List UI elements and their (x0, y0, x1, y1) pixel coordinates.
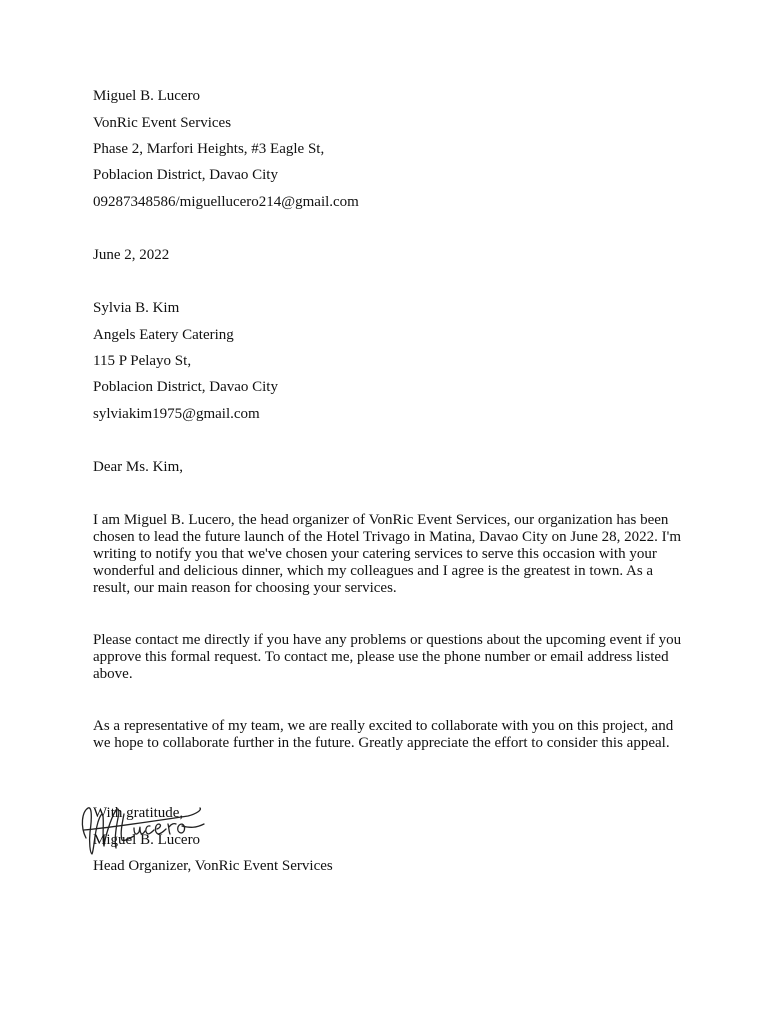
body-paragraph-2: Please contact me directly if you have any problems or questions about the upcoming event if you approve this formal request. To contact me, please use the phone number or email address listed above. (93, 632, 682, 682)
recipient-name: Sylvia B. Kim (93, 300, 180, 316)
sender-contact: 09287348586/miguellucero214@gmail.com (93, 194, 359, 210)
signer-title: Head Organizer, VonRic Event Services (93, 858, 333, 874)
signer-name: Miguel B. Lucero (93, 832, 201, 848)
letter-date: June 2, 2022 (93, 247, 170, 263)
recipient-company: Angels Eatery Catering (93, 327, 234, 343)
sender-company: VonRic Event Services (93, 115, 232, 131)
recipient-address-line1: 115 P Pelayo St, (93, 353, 192, 369)
body-paragraph-3: As a representative of my team, we are really excited to collaborate with you on this project, and we hope to collaborate further in the future. Greatly appreciate the effort to consider this appeal. (93, 718, 674, 751)
complimentary-close: With gratitude, (93, 805, 184, 821)
sender-address-line1: Phase 2, Marfori Heights, #3 Eagle St, (93, 141, 325, 157)
salutation: Dear Ms. Kim, (93, 459, 183, 475)
handwritten-signature (78, 798, 210, 860)
recipient-address-line2: Poblacion District, Davao City (93, 379, 278, 395)
recipient-email: sylviakim1975@gmail.com (93, 406, 260, 422)
sender-name: Miguel B. Lucero (93, 88, 201, 104)
sender-address-line2: Poblacion District, Davao City (93, 167, 278, 183)
body-paragraph-1: I am Miguel B. Lucero, the head organizer of VonRic Event Services, our organization has been chosen to lead the future launch of the Hotel Trivago in Matina, Davao City on June 28, 2022. I'm writing to notify you that we've chosen your catering services to serve this occasion with your wonderful and delicious dinner, which my colleagues and I agree is the greatest in town. As a result, our main reason for choosing your services. (93, 512, 682, 596)
